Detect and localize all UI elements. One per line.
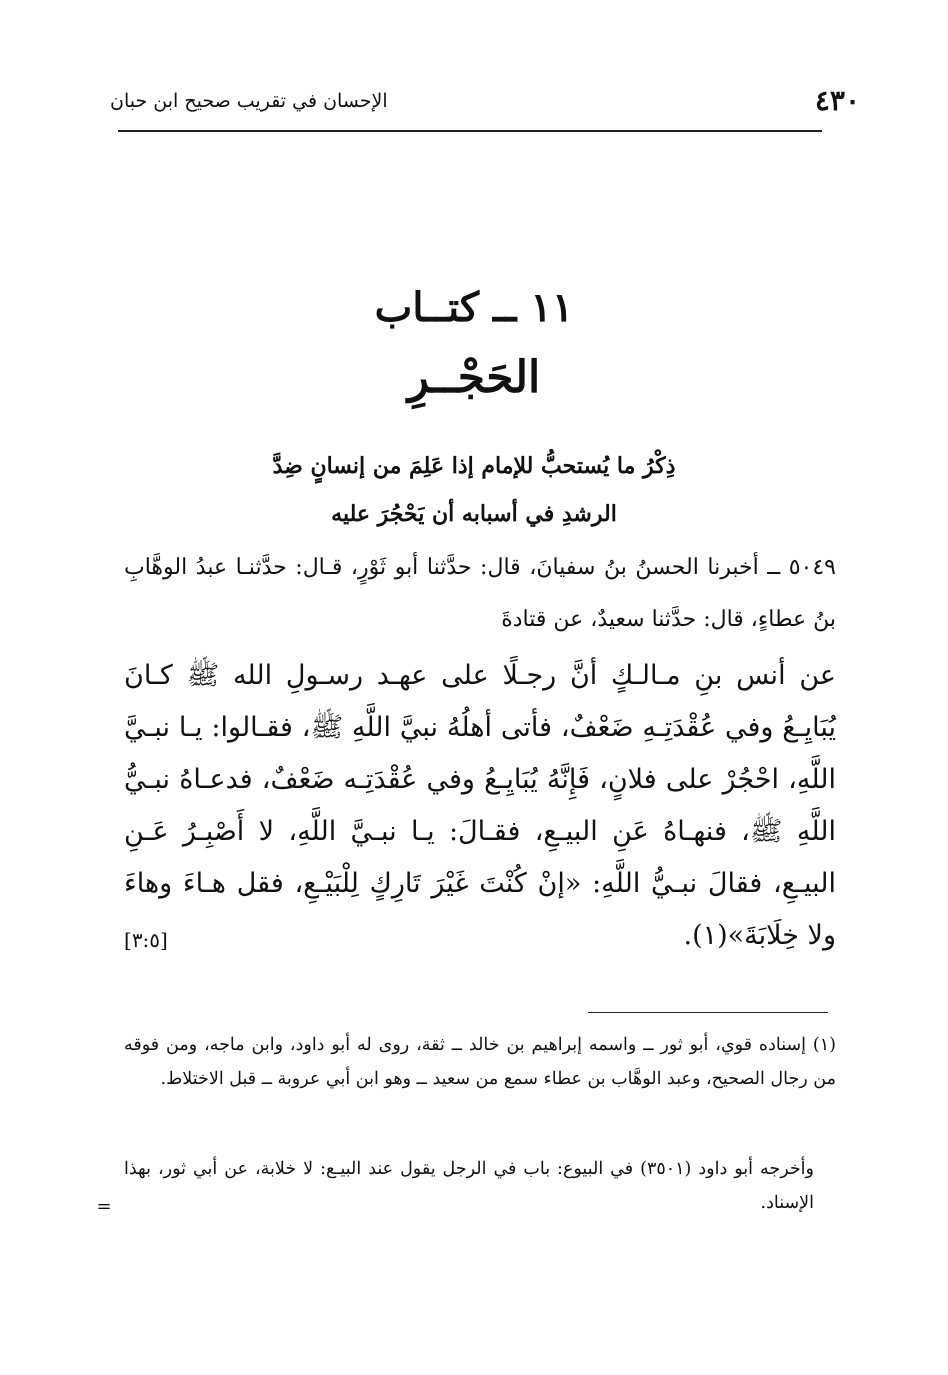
section-heading-line-1: ذِكْرُ ما يُستحبُّ للإمام إذا عَلِمَ من إنسانٍ ضِدَّ xyxy=(272,453,676,479)
continuation-mark: = xyxy=(96,1196,112,1217)
section-heading xyxy=(150,442,798,538)
page-number: ٤٣٠ xyxy=(814,84,860,117)
chapter-name: الحَجْــرِ xyxy=(407,352,541,403)
footnote-1-continuation: وأخرجه أبو داود (٣٥٠١) في البيوع: باب في الرجل يقول عند البيـع: لا خلابة، عن أبي ثور، بهذا الإسناد. xyxy=(124,1159,814,1213)
hadith-chain-of-narration: ٥٠٤٩ ــ أخبرنا الحسنُ بنُ سفيانَ، قال: حدَّثنا أبو ثَوْرٍ، قـال: حدَّثنـا عبدُ الوهَّابِ بنُ عطاءٍ، قال: حدَّثنا سعيدٌ، عن قتادةَ xyxy=(124,555,836,632)
chapter-title: ١١ ــ كتــاب xyxy=(374,284,574,331)
running-title: الإحسان في تقريب صحيح ابن حبان xyxy=(110,90,388,112)
section-heading-line-2: الرشدِ في أسبابه أن يَحْجُرَ عليه xyxy=(331,501,617,527)
hadith-text: عن أنس بنِ مـالـكٍ أنَّ رجـلًا على عهـد رسـولِ الله ﷺ كـانَ يُبَايِـعُ وفي عُقْدَتِـهِ ضَعْفٌ، فأتى أهلُهُ نبيَّ اللَّهِ ﷺ، فقـالوا: يـا نبـيَّ اللَّهِ، احْجُرْ على فلانٍ، فَإِنَّهُ يُبَايِـعُ وفي عُقْدَتِـه ضَعْفٌ، فدعـاهُ نبـيُّ اللَّهِ ﷺ، فنهـاهُ عَنِ البيـعِ، فقـالَ: يـا نبـيَّ اللَّهِ، لا أَصْبِـرُ عَـنِ البيـعِ، فقالَ نبـيُّ اللَّهِ: «إنْ كُنْتَ غَيْرَ تَارِكٍ لِلْبَيْـعِ، فقل هـاءَ وهاءَ ولا خِلَابَةَ»(١). xyxy=(124,660,836,951)
footnote-separator xyxy=(588,1012,828,1013)
hadith-reference: [٣:٥] xyxy=(124,928,168,952)
footnote-1: (١) إسناده قوي، أبو ثور ــ واسمه إبراهيم بن خالد ــ ثقة، روى له أبو داود، وابن ماجه، ومن فوقه من رجال الصحيح، وعبد الوهَّاب بن عطاء سمع من سعيد ــ وهو ابن أبي عروبة ــ قبل الاختلاط. xyxy=(124,1035,836,1089)
header-rule xyxy=(118,130,822,132)
